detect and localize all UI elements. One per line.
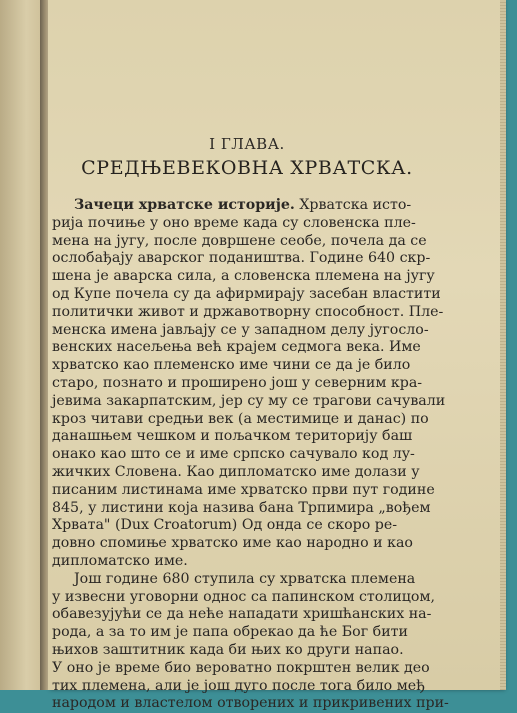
- paragraph-line: У оно је време био вероватно покрштен велик део: [52, 659, 430, 676]
- paragraph-line: старо, познато и проширено још у северним кра-: [52, 374, 423, 391]
- paragraph-line: политички живот и државотворну способност. Пле-: [52, 303, 444, 320]
- paragraph-1: [52, 197, 446, 571]
- paragraph-2: [52, 570, 449, 713]
- paragraph-line: жичких Словена. Као дипломатско име долази у: [52, 463, 420, 480]
- paragraph-line: рија почиње у оно време када су словенска пле-: [52, 214, 416, 231]
- paragraph-line: рода, а за то им је папа обрекао да ће Бог бити: [52, 624, 408, 641]
- paragraph-line: дипломатско име.: [52, 552, 188, 569]
- paragraph-line: кроз читави средњи век (а местимице и данас) по: [52, 410, 429, 427]
- paragraph-line: хрватско као племенско име чини се да је било: [52, 357, 411, 374]
- paragraph-line: тих племена, али је још дуго после тога било међ: [52, 677, 425, 694]
- paragraph-line: [52, 197, 442, 215]
- section-heading: Зачеци хрватске историје.: [74, 197, 295, 213]
- paragraph-line: менска имена јављају се у западном делу југосло-: [52, 321, 429, 338]
- paragraph-line: њихов заштитник када би њих ко други напао.: [52, 641, 404, 658]
- page-stack-edge: [500, 0, 506, 690]
- paragraph-line: мена на југу, после довршене сеобе, почела да се: [52, 232, 427, 249]
- chapter-number: I ГЛАВА.: [209, 135, 285, 153]
- paragraph-line: 845, у листини која назива бана Трпимира „вођем: [52, 499, 431, 516]
- paragraph-line: народом и властелом отворених и прикривених при-: [52, 695, 449, 712]
- line-text: Хрватска исто-: [294, 197, 412, 213]
- paragraph-line: јевима закарпатским, јер су му се трагови сачували: [52, 392, 446, 409]
- previous-page-edge: [0, 0, 44, 690]
- paragraph-line: у извесни уговорни однос са папинском столицом,: [52, 588, 436, 605]
- paragraph-line: од Купе почела су да афирмирају засебан властити: [52, 285, 441, 302]
- paragraph-line: Још године 680 ступила су хрватска племена: [74, 570, 416, 587]
- paragraph-line: онако као што се и име српско сачувало код лу-: [52, 446, 415, 463]
- page-text: [52, 135, 449, 713]
- paragraph-line: довно спомиње хрватско име као народно и као: [52, 535, 413, 552]
- paragraph-line: Хрвата" (Dux Croatorum) Од онда се скоро ре-: [52, 517, 398, 534]
- paragraph-line: данашњем чешком и пољачком територију баш: [52, 428, 413, 445]
- paragraph-line: шена је аварска сила, а словенска племена на југу: [52, 268, 435, 285]
- paragraph-line: ослобађају аварског подаништва. Године 640 скр-: [52, 250, 431, 267]
- chapter-title: СРЕДЊЕВЕКОВНА ХРВАТСКА.: [81, 157, 413, 179]
- paragraph-line: венских насељења већ крајем седмога века. Име: [52, 339, 421, 356]
- paragraph-line: писаним листинама име хрватско први пут године: [52, 481, 435, 498]
- paragraph-line: обавезујући се да неће нападати хришћанских на-: [52, 606, 432, 623]
